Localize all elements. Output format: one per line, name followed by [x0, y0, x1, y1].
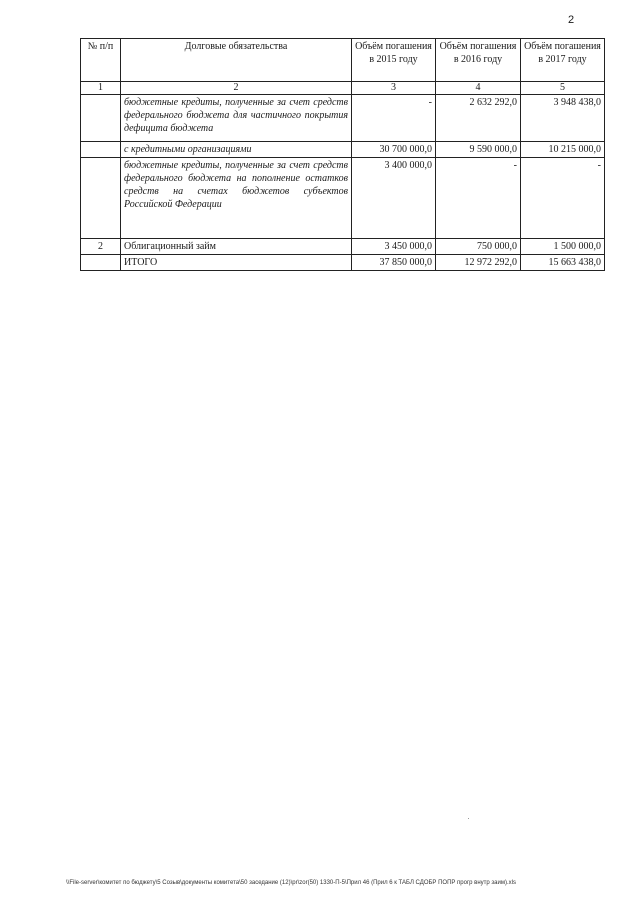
- total-num-cell: [81, 255, 121, 271]
- table-row: [81, 239, 605, 255]
- column-numbers-row: [81, 82, 605, 95]
- row-name: бюджетные кредиты, полученные за счет средств федерального бюджета на пополнение остатков средств на счетах бюджетов субъектов Российской Федерации: [121, 158, 352, 239]
- row-value-2015: -: [352, 95, 436, 142]
- row-num: [81, 142, 121, 158]
- total-value-2016: 12 972 292,0: [436, 255, 521, 271]
- row-num: 2: [81, 239, 121, 255]
- header-2017: Объём погашения в 2017 году: [521, 39, 605, 82]
- header-2016: Объём погашения в 2016 году: [436, 39, 521, 82]
- column-number: 3: [352, 82, 436, 95]
- row-value-2015: 3 400 000,0: [352, 158, 436, 239]
- header-name: Долговые обязательства: [121, 39, 352, 82]
- table-row: [81, 158, 605, 239]
- scan-speck: [468, 818, 469, 819]
- file-path-footer: \\File-server\комитет по бюджету\5 Созыв\документы комитета\50 заседание (12)\pr\zor(50) 1330-П-5\Прил 46 (Прил 6 к ТАБЛ СДОБР ПОПР прогр внутр заим).xls: [66, 880, 516, 886]
- column-number: 2: [121, 82, 352, 95]
- row-num: [81, 158, 121, 239]
- row-name: Облигационный займ: [121, 239, 352, 255]
- row-value-2016: -: [436, 158, 521, 239]
- row-name: с кредитными организациями: [121, 142, 352, 158]
- row-value-2015: 3 450 000,0: [352, 239, 436, 255]
- total-row: [81, 255, 605, 271]
- row-name: бюджетные кредиты, полученные за счет средств федерального бюджета для частичного покрытия дефицита бюджета: [121, 95, 352, 142]
- row-value-2017: -: [521, 158, 605, 239]
- total-label: ИТОГО: [121, 255, 352, 271]
- table-row: [81, 142, 605, 158]
- column-number: 5: [521, 82, 605, 95]
- page-number: 2: [568, 14, 575, 26]
- row-num: [81, 95, 121, 142]
- table-header-row: [81, 39, 605, 82]
- row-value-2015: 30 700 000,0: [352, 142, 436, 158]
- column-number: 1: [81, 82, 121, 95]
- row-value-2016: 2 632 292,0: [436, 95, 521, 142]
- row-value-2017: 10 215 000,0: [521, 142, 605, 158]
- row-value-2017: 1 500 000,0: [521, 239, 605, 255]
- column-number: 4: [436, 82, 521, 95]
- table-row: [81, 95, 605, 142]
- header-num: № п/п: [81, 39, 121, 82]
- row-value-2016: 9 590 000,0: [436, 142, 521, 158]
- total-value-2015: 37 850 000,0: [352, 255, 436, 271]
- row-value-2017: 3 948 438,0: [521, 95, 605, 142]
- row-value-2016: 750 000,0: [436, 239, 521, 255]
- header-2015: Объём погашения в 2015 году: [352, 39, 436, 82]
- total-value-2017: 15 663 438,0: [521, 255, 605, 271]
- debt-repayment-table: [80, 38, 605, 271]
